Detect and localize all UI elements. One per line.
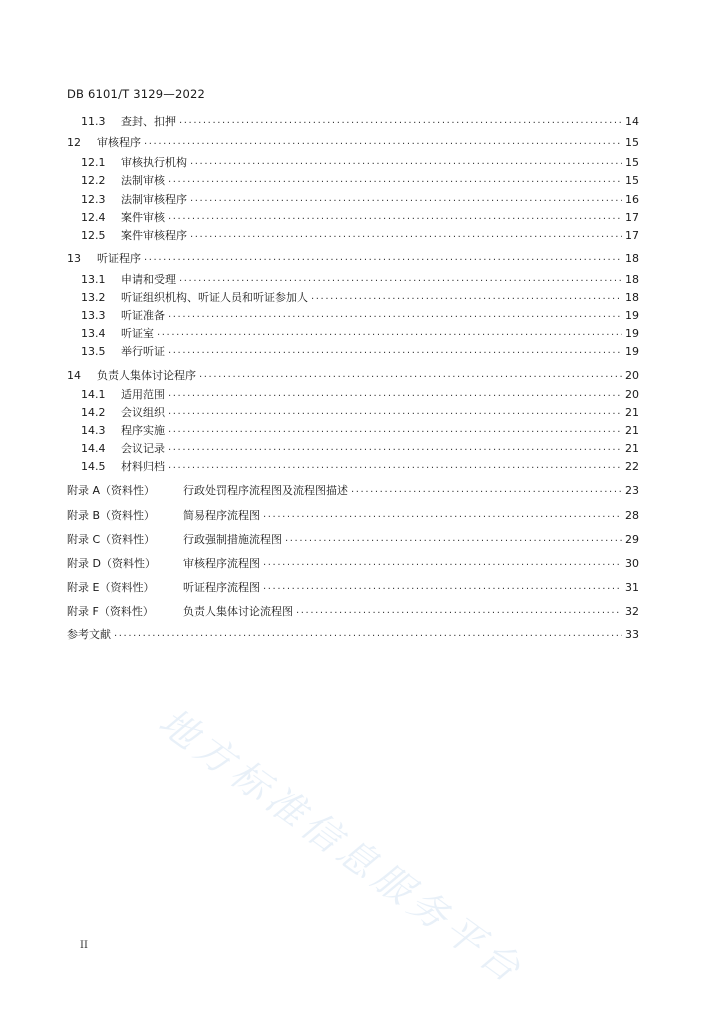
toc-entry-number: 12.5 [81,228,106,242]
toc-entry[interactable] [67,421,639,439]
toc-leader-dots [179,270,622,288]
toc-entry-title: 适用范围 [121,388,165,401]
toc-entry-title: 案件审核程序 [121,229,187,242]
toc-entry[interactable] [67,288,639,306]
toc-entry[interactable] [67,249,639,267]
toc-entry-title: 听证程序 [97,252,141,265]
toc-leader-dots [157,324,622,342]
toc-entry-number: 14.2 [81,405,106,419]
toc-leader-dots [263,554,622,572]
toc-entry-title: 申请和受理 [121,273,176,286]
toc-entry-title: 法制审核程序 [121,193,187,206]
toc-entry-page: 17 [625,210,639,224]
toc-entry[interactable] [67,112,639,130]
toc-entry[interactable] [67,270,639,288]
toc-entry-page: 21 [625,423,639,437]
toc-entry-title: 听证准备 [121,309,165,322]
toc-leader-dots [190,226,622,244]
toc-entry-title: 查封、扣押 [121,115,176,128]
toc-leader-dots [351,481,622,499]
toc-entry-page: 15 [625,155,639,169]
toc-entry-title: 负责人集体讨论程序 [97,369,196,382]
toc-entry-number: 12.4 [81,210,106,224]
toc-entry[interactable] [67,133,639,151]
toc-entry-number: 13 [67,251,81,265]
document-code-header: DB 6101/T 3129—2022 [67,87,206,101]
toc-entry-title: 负责人集体讨论流程图 [183,605,293,618]
toc-entry-title: 审核程序 [97,136,141,149]
toc-entry[interactable] [67,306,639,324]
toc-entry-title: 会议组织 [121,406,165,419]
toc-entry-page: 16 [625,192,639,206]
toc-entry-page: 15 [625,173,639,187]
toc-entry-number: 11.3 [81,114,106,128]
toc-entry-number: 14.1 [81,387,106,401]
watermark-text: 地方标准信息服务平台 [150,699,533,994]
toc-entry-number: 13.2 [81,290,106,304]
toc-entry-number: 14.4 [81,441,106,455]
toc-entry-page: 20 [625,368,639,382]
toc-entry[interactable] [67,457,639,475]
toc-entry[interactable] [67,625,639,643]
toc-entry[interactable] [67,506,639,524]
toc-entry-number: 附录 E（资料性） [67,581,155,594]
toc-leader-dots [168,385,622,403]
toc-leader-dots [144,249,622,267]
toc-leader-dots [199,366,622,384]
toc-leader-dots [168,306,622,324]
toc-entry[interactable] [67,342,639,360]
toc-entry-number: 12.3 [81,192,106,206]
toc-entry-page: 20 [625,387,639,401]
toc-entry[interactable] [67,481,639,499]
toc-entry-title: 举行听证 [121,345,165,358]
toc-entry-page: 23 [625,483,639,497]
toc-entry-title: 简易程序流程图 [183,509,260,522]
toc-leader-dots [114,625,622,643]
toc-entry[interactable] [67,554,639,572]
toc-leader-dots [168,208,622,226]
toc-entry-page: 30 [625,556,639,570]
toc-entry-number: 附录 A（资料性） [67,484,156,497]
page-number: II [80,940,88,951]
toc-entry-page: 18 [625,251,639,265]
toc-leader-dots [144,133,622,151]
toc-entry-page: 22 [625,459,639,473]
toc-leader-dots [168,457,622,475]
toc-entry-page: 15 [625,135,639,149]
toc-entry[interactable] [67,385,639,403]
toc-entry-number: 附录 C（资料性） [67,533,156,546]
toc-leader-dots [190,190,622,208]
toc-entry-page: 19 [625,326,639,340]
toc-entry[interactable] [67,208,639,226]
toc-entry-page: 19 [625,344,639,358]
toc-entry[interactable] [67,171,639,189]
toc-entry-title: 法制审核 [121,174,165,187]
toc-entry[interactable] [67,324,639,342]
toc-leader-dots [168,171,622,189]
toc-leader-dots [296,602,622,620]
toc-entry-number: 14 [67,368,81,382]
toc-entry[interactable] [67,153,639,171]
toc-entry-number: 14.5 [81,459,106,473]
toc-entry-page: 31 [625,580,639,594]
toc-entry-number: 13.1 [81,272,106,286]
toc-entry[interactable] [67,190,639,208]
toc-leader-dots [263,578,622,596]
toc-entry[interactable] [67,366,639,384]
toc-entry-page: 17 [625,228,639,242]
toc-entry[interactable] [67,403,639,421]
toc-entry-page: 18 [625,272,639,286]
toc-entry-title: 听证程序流程图 [183,581,260,594]
toc-entry-title: 行政强制措施流程图 [183,533,282,546]
toc-entry-number: 附录 F（资料性） [67,605,154,618]
toc-entry-title: 案件审核 [121,211,165,224]
toc-entry-title: 审核程序流程图 [183,557,260,570]
toc-entry-title: 听证组织机构、听证人员和听证参加人 [121,291,308,304]
toc-leader-dots [263,506,622,524]
toc-entry-page: 19 [625,308,639,322]
toc-leader-dots [179,112,622,130]
toc-leader-dots [168,421,622,439]
toc-entry-title: 审核执行机构 [121,156,187,169]
toc-entry[interactable] [67,578,639,596]
toc-leader-dots [168,403,622,421]
toc-entry-title: 行政处罚程序流程图及流程图描述 [183,484,348,497]
toc-entry[interactable] [67,226,639,244]
toc-entry-title: 材料归档 [121,460,165,473]
toc-entry-number: 14.3 [81,423,106,437]
toc-leader-dots [285,530,622,548]
toc-entry[interactable] [67,602,639,620]
toc-entry-title: 听证室 [121,327,154,340]
toc-entry[interactable] [67,530,639,548]
toc-entry-number: 13.3 [81,308,106,322]
toc-entry-number: 附录 B（资料性） [67,509,156,522]
toc-entry-title: 程序实施 [121,424,165,437]
toc-entry-page: 14 [625,114,639,128]
toc-leader-dots [168,439,622,457]
toc-entry-title: 参考文献 [67,628,111,641]
toc-entry-page: 28 [625,508,639,522]
toc-entry-number: 13.5 [81,344,106,358]
toc-entry-number: 13.4 [81,326,106,340]
toc-entry-page: 29 [625,532,639,546]
toc-leader-dots [168,342,622,360]
toc-entry-page: 21 [625,405,639,419]
toc-entry-page: 21 [625,441,639,455]
toc-entry[interactable] [67,439,639,457]
toc-leader-dots [190,153,622,171]
toc-entry-title: 会议记录 [121,442,165,455]
toc-entry-page: 33 [625,627,639,641]
toc-entry-page: 18 [625,290,639,304]
toc-entry-number: 12.2 [81,173,106,187]
toc-entry-number: 附录 D（资料性） [67,557,156,570]
toc-entry-page: 32 [625,604,639,618]
toc-entry-number: 12 [67,135,81,149]
toc-entry-number: 12.1 [81,155,106,169]
toc-leader-dots [311,288,622,306]
